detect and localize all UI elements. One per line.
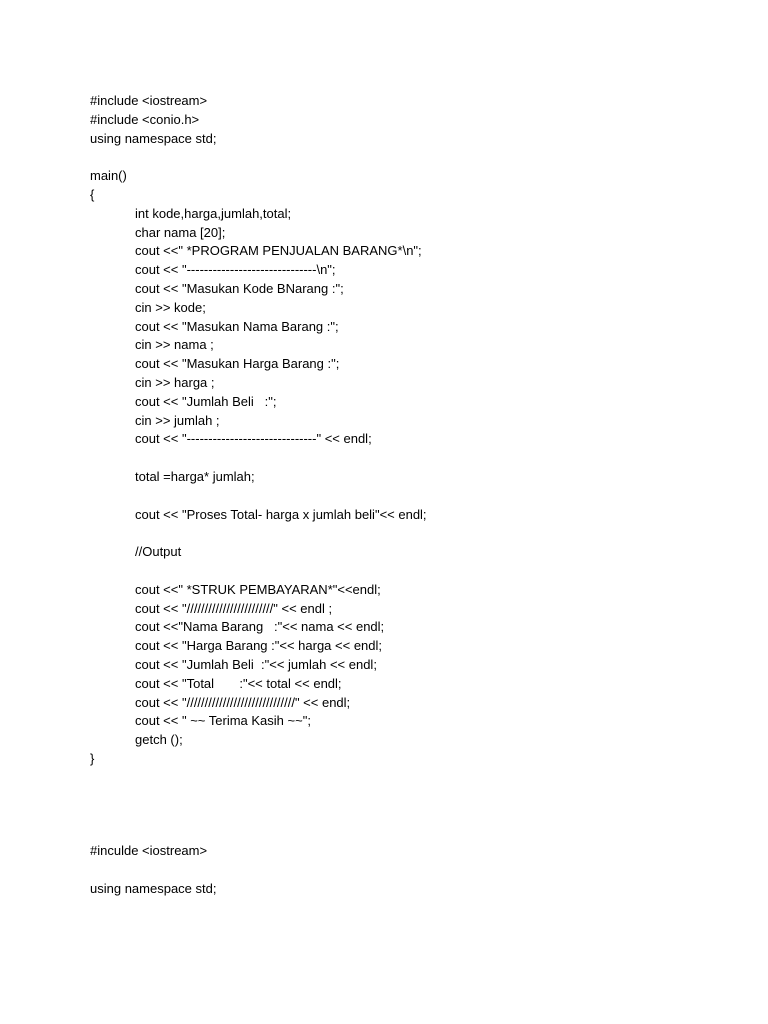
code-line-using-namespace: using namespace std;: [90, 130, 217, 146]
code-line-compute-total: total =harga* jumlah;: [135, 468, 255, 484]
code-line-declare-char: char nama [20];: [135, 224, 226, 240]
code-line-close-brace: }: [90, 750, 95, 766]
code-line-read-kode: cin >> kode;: [135, 299, 206, 315]
code-line-print-slashes-long: cout << "//////////////////////////////" << endl;: [135, 694, 351, 710]
code-line-main-signature: main(): [90, 168, 127, 184]
code-line-declare-ints: int kode,harga,jumlah,total;: [135, 205, 292, 221]
code-line-getch: getch ();: [135, 732, 183, 748]
code-line-read-nama: cin >> nama ;: [135, 337, 214, 353]
code-line-include-iostream-typo: #inculde <iostream>: [90, 843, 208, 858]
code-line-print-separator-endl: cout << "------------------------------" << endl;: [135, 431, 372, 447]
code-line-print-proses: cout << "Proses Total- harga x jumlah beli"<< endl;: [135, 506, 427, 522]
code-line-include-iostream: #include <iostream>: [90, 93, 208, 108]
code-line-print-total: cout << "Total :"<< total << endl;: [135, 675, 342, 691]
code-block-main-program: [90, 92, 730, 769]
code-line-comment-output: //Output: [135, 544, 182, 560]
code-line-read-jumlah: cin >> jumlah ;: [135, 412, 220, 428]
code-block-second-program: [90, 842, 730, 898]
code-line-read-harga: cin >> harga ;: [135, 374, 215, 390]
code-line-prompt-harga: cout << "Masukan Harga Barang :";: [135, 356, 340, 372]
code-line-print-jumlah: cout << "Jumlah Beli :"<< jumlah << endl;: [135, 656, 377, 672]
code-line-using-namespace: using namespace std;: [90, 880, 217, 896]
code-line-blank: [90, 524, 730, 543]
code-line-blank: [90, 487, 730, 506]
code-line-print-terima-kasih: cout << " ~~ Terima Kasih ~~";: [135, 713, 311, 729]
code-line-print-title: cout <<" *PROGRAM PENJUALAN BARANG*\n";: [135, 243, 422, 259]
code-line-print-separator: cout << "------------------------------\n";: [135, 262, 336, 278]
code-line-print-nama: cout <<"Nama Barang :"<< nama << endl;: [135, 619, 385, 635]
code-line-open-brace: {: [90, 186, 95, 202]
code-line-prompt-nama: cout << "Masukan Nama Barang :";: [135, 318, 339, 334]
code-line-print-slashes-short: cout << "////////////////////////" << endl ;: [135, 600, 333, 616]
code-line-blank: [90, 148, 730, 167]
code-line-print-struk: cout <<" *STRUK PEMBAYARAN*"<<endl;: [135, 581, 381, 597]
code-line-prompt-jumlah: cout << "Jumlah Beli :";: [135, 393, 277, 409]
code-line-print-harga: cout << "Harga Barang :"<< harga << endl;: [135, 638, 383, 654]
code-line-prompt-kode: cout << "Masukan Kode BNarang :";: [135, 280, 344, 296]
code-line-blank: [90, 449, 730, 468]
code-line-blank: [90, 562, 730, 581]
code-line-blank: [90, 861, 730, 880]
code-line-include-conio: #include <conio.h>: [90, 111, 200, 127]
